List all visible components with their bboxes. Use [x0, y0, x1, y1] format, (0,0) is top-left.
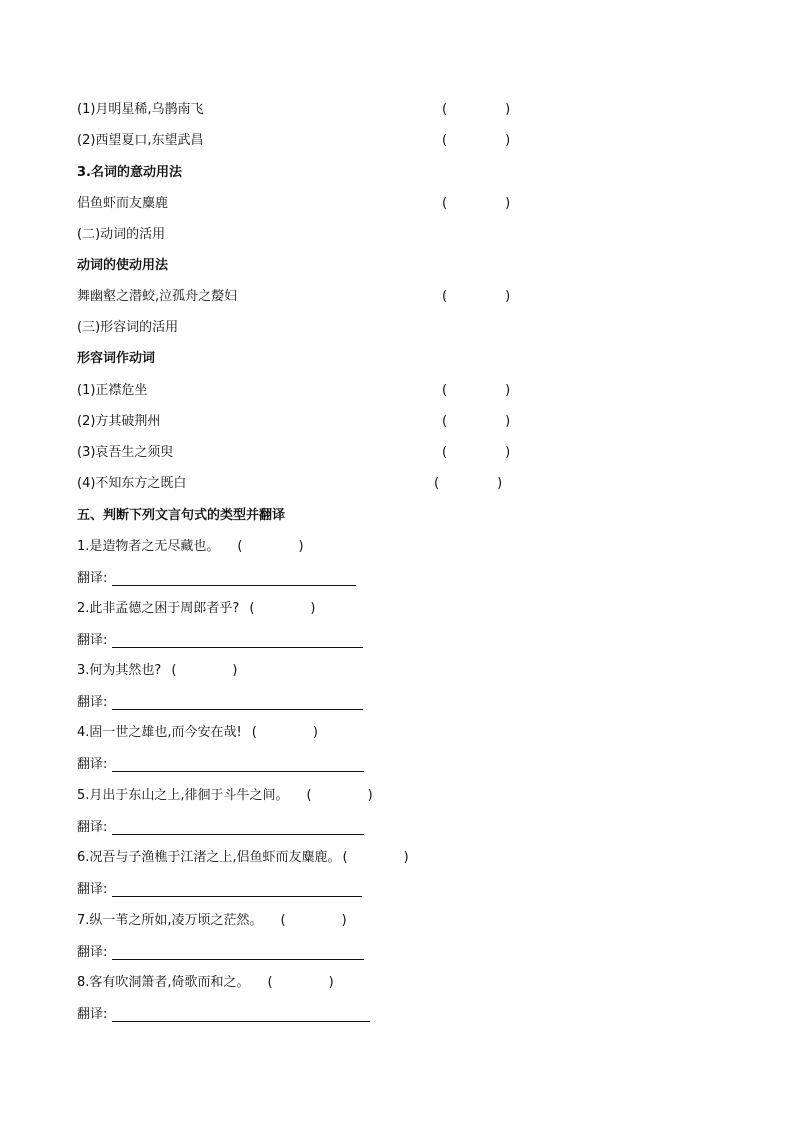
item-wuyouhe: 舞幽壑之潜蛟,泣孤舟之嫠妇: [77, 289, 238, 304]
item-lvyuxia: 侣鱼虾而友麋鹿: [77, 196, 169, 211]
question-2: [77, 599, 315, 619]
translation-line-2[interactable]: [112, 647, 363, 648]
translate-label: 翻译:: [77, 757, 108, 772]
translation-line-3[interactable]: [112, 709, 363, 710]
translate-label: 翻译:: [77, 820, 108, 835]
item-xiwang: (2)西望夏口,东望武昌: [77, 133, 204, 148]
answer-blank[interactable]: [343, 850, 409, 865]
paren-close: ): [505, 133, 511, 148]
translation-line-5[interactable]: [112, 834, 364, 835]
paren-open: (: [442, 289, 448, 304]
paren-close: ): [312, 725, 318, 740]
section5-heading: 五、判断下列文言句式的类型并翻译: [77, 508, 286, 523]
paren-open: (: [251, 725, 257, 740]
paren-open: (: [306, 788, 312, 803]
answer-blank[interactable]: [252, 725, 318, 740]
translation-line-1[interactable]: [112, 585, 356, 586]
answer-blank-4[interactable]: [442, 287, 510, 307]
question-text: 3.何为其然也?: [77, 663, 162, 678]
answer-blank-7[interactable]: [442, 443, 510, 463]
paren-close: ): [403, 850, 409, 865]
answer-blank[interactable]: [281, 913, 347, 928]
paren-open: (: [267, 975, 273, 990]
paren-close: ): [505, 383, 511, 398]
translation-line-7[interactable]: [112, 959, 364, 960]
paren-open: (: [237, 539, 243, 554]
question-4: [77, 723, 318, 743]
translation-line-6[interactable]: [112, 896, 362, 897]
paren-close: ): [232, 663, 238, 678]
answer-blank-5[interactable]: [442, 381, 510, 401]
question-text: 7.纵一苇之所如,凌万顷之茫然。: [77, 913, 263, 928]
paren-close: ): [505, 414, 511, 429]
answer-blank-2[interactable]: [442, 131, 510, 151]
item-yueming: (1)月明星稀,乌鹊南飞: [77, 102, 204, 117]
translate-label: 翻译:: [77, 882, 108, 897]
question-text: 4.固一世之雄也,而今安在哉!: [77, 725, 242, 740]
answer-blank-1[interactable]: [442, 100, 510, 120]
subheading-verb: (二)动词的活用: [77, 227, 166, 242]
question-8: [77, 973, 334, 993]
paren-open: (: [442, 133, 448, 148]
question-text: 2.此非孟德之困于周郎者乎?: [77, 601, 240, 616]
heading-verb-shidong: 动词的使动用法: [77, 258, 169, 273]
translate-label: 翻译:: [77, 633, 108, 648]
question-3: [77, 661, 237, 681]
question-text: 8.客有吹洞箫者,倚歌而和之。: [77, 975, 250, 990]
answer-blank-3[interactable]: [442, 194, 510, 214]
question-text: 5.月出于东山之上,徘徊于斗牛之间。: [77, 788, 289, 803]
paren-open: (: [171, 663, 177, 678]
paren-open: (: [249, 601, 255, 616]
question-5: [77, 786, 373, 806]
answer-blank[interactable]: [171, 663, 237, 678]
answer-blank[interactable]: [249, 601, 315, 616]
paren-close: ): [497, 476, 503, 491]
paren-open: (: [442, 414, 448, 429]
paren-close: ): [341, 913, 347, 928]
translation-line-8[interactable]: [112, 1021, 370, 1022]
paren-open: (: [442, 196, 448, 211]
question-text: 6.况吾与子渔樵于江渚之上,侣鱼虾而友麋鹿。: [77, 850, 341, 865]
answer-blank[interactable]: [268, 975, 334, 990]
answer-blank-6[interactable]: [442, 412, 510, 432]
item-aiwusheng: (3)哀吾生之须臾: [77, 445, 174, 460]
question-6: [77, 848, 409, 868]
question-7: [77, 911, 347, 931]
translate-label: 翻译:: [77, 571, 108, 586]
translation-line-4[interactable]: [112, 771, 364, 772]
answer-blank[interactable]: [307, 788, 373, 803]
paren-close: ): [298, 539, 304, 554]
paren-open: (: [342, 850, 348, 865]
answer-blank-8[interactable]: [434, 474, 502, 494]
paren-close: ): [505, 196, 511, 211]
item-buzhi: (4)不知东方之既白: [77, 476, 187, 491]
paren-close: ): [310, 601, 316, 616]
translate-label: 翻译:: [77, 945, 108, 960]
paren-close: ): [505, 445, 511, 460]
translate-label: 翻译:: [77, 695, 108, 710]
heading-noun-yidong: 3.名词的意动用法: [77, 165, 182, 180]
subheading-adj: (三)形容词的活用: [77, 320, 179, 335]
paren-close: ): [367, 788, 373, 803]
item-fangqi: (2)方其破荆州: [77, 414, 161, 429]
question-text: 1.是造物者之无尽藏也。: [77, 539, 220, 554]
paren-open: (: [442, 445, 448, 460]
translate-label: 翻译:: [77, 1007, 108, 1022]
answer-blank[interactable]: [237, 539, 303, 554]
paren-close: ): [505, 102, 511, 117]
question-1: [77, 537, 304, 557]
paren-open: (: [434, 476, 440, 491]
paren-open: (: [442, 102, 448, 117]
item-zhengjin: (1)正襟危坐: [77, 383, 148, 398]
paren-close: ): [328, 975, 334, 990]
paren-open: (: [442, 383, 448, 398]
paren-close: ): [505, 289, 511, 304]
paren-open: (: [280, 913, 286, 928]
heading-adj-verb: 形容词作动词: [77, 351, 156, 366]
